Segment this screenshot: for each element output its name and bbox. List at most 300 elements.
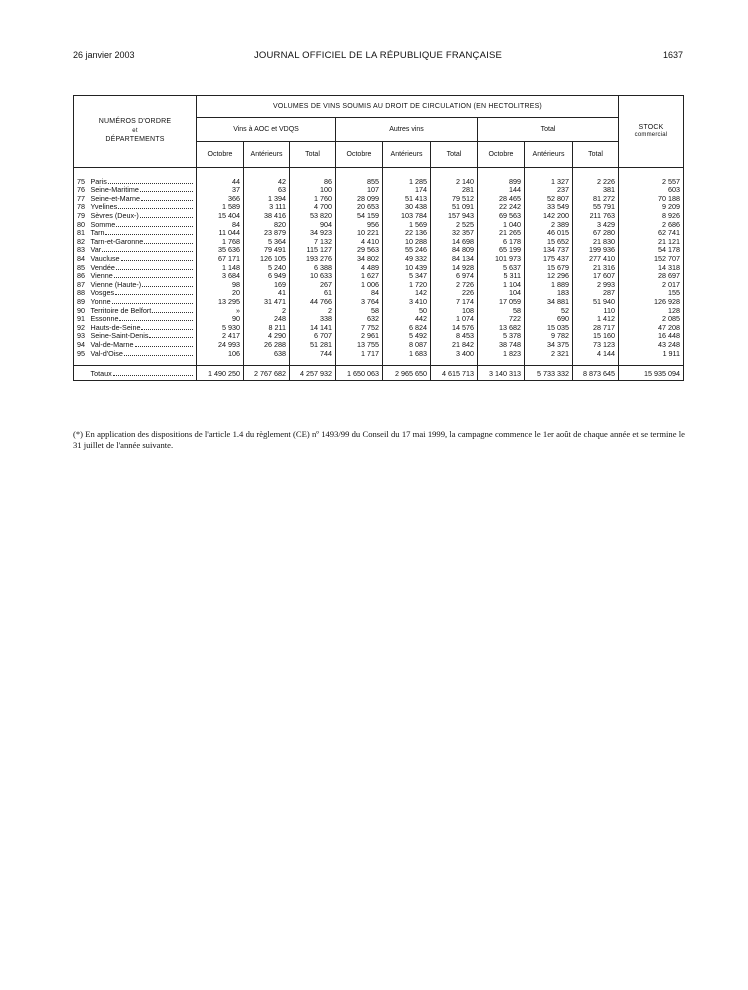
dept-name-text: Val-d'Oise — [90, 348, 123, 358]
dept-name — [88, 340, 197, 349]
value-cell: 37 — [197, 186, 244, 195]
value-cell: 79 512 — [431, 194, 478, 203]
leader-dots — [105, 229, 193, 235]
stock-header-line-1: STOCK — [638, 123, 664, 131]
value-cell: 4 290 — [244, 332, 290, 341]
value-cell: 29 563 — [336, 246, 383, 255]
value-cell: 61 — [290, 289, 336, 298]
value-cell: 16 448 — [658, 331, 681, 341]
value-cell: 34 375 — [525, 340, 573, 349]
value-cell: 2 — [290, 306, 336, 315]
value-cell: 638 — [244, 349, 290, 358]
value-cell: 855 — [336, 177, 383, 186]
value-cell: 38 748 — [478, 340, 525, 349]
value-cell: 1 720 — [383, 280, 431, 289]
total-cell: 4 615 713 — [431, 366, 478, 381]
value-cell: 79 491 — [244, 246, 290, 255]
leader-dots — [142, 281, 193, 287]
value-cell: 2 961 — [336, 332, 383, 341]
dept-name — [88, 263, 197, 272]
value-cell: 28 697 — [658, 271, 681, 281]
dept-name — [88, 186, 197, 195]
dept-code: 84 — [77, 254, 85, 263]
leader-dots — [115, 289, 193, 295]
value-cell: 152 707 — [654, 254, 681, 263]
value-cell: 84 — [336, 289, 383, 298]
value-cell: 1 412 — [573, 315, 619, 324]
value-cell: 81 272 — [573, 194, 619, 203]
value-cell: 51 281 — [290, 340, 336, 349]
value-cell: 104 — [478, 289, 525, 298]
value-cell: 42 — [244, 177, 290, 186]
value-cell: 115 127 — [290, 246, 336, 255]
value-cell: 22 242 — [478, 203, 525, 212]
total-cell: 3 140 313 — [478, 366, 525, 381]
value-cell: 10 439 — [383, 263, 431, 272]
value-cell: 52 807 — [525, 194, 573, 203]
value-cell: 54 178 — [658, 245, 681, 255]
value-cell: 7 174 — [431, 297, 478, 306]
value-cell: 7 132 — [290, 237, 336, 246]
dept-name — [88, 229, 197, 238]
value-cell: 690 — [525, 315, 573, 324]
table-row — [74, 332, 684, 341]
dept-name-text: Territoire de Belfort — [90, 305, 152, 315]
value-cell: 90 — [197, 315, 244, 324]
value-cell: 30 438 — [383, 203, 431, 212]
value-cell: 183 — [525, 289, 573, 298]
value-cell: 4 700 — [290, 203, 336, 212]
value-cell: 144 — [478, 186, 525, 195]
value-cell: 1 394 — [244, 194, 290, 203]
dept-name — [88, 220, 197, 229]
dept-code: 86 — [77, 271, 85, 281]
subheader-aoc: Vins à AOC et VDQS — [197, 118, 336, 142]
value-cell: 17 607 — [573, 272, 619, 281]
col-header: Antérieurs — [525, 142, 573, 168]
value-cell: 1 285 — [383, 177, 431, 186]
value-cell: 8 087 — [383, 340, 431, 349]
dept-name — [88, 272, 197, 281]
dept-name-text: Vienne (Haute-) — [90, 280, 142, 289]
value-cell: 34 923 — [290, 229, 336, 238]
value-cell: 15 679 — [525, 263, 573, 272]
dept-name — [88, 211, 197, 220]
value-cell: 35 636 — [197, 246, 244, 255]
value-cell: 1 148 — [197, 263, 244, 272]
dept-name-text: Var — [90, 245, 102, 255]
table-row — [74, 186, 684, 195]
dept-name-text: Vendée — [90, 262, 115, 272]
table-row — [74, 289, 684, 298]
value-cell: 4 410 — [336, 237, 383, 246]
dept-name-text: Vienne — [90, 271, 113, 281]
value-cell: 1 569 — [383, 220, 431, 229]
value-cell: 47 208 — [658, 323, 681, 332]
value-cell: 199 936 — [573, 246, 619, 255]
table-row — [74, 194, 684, 203]
value-cell: 5 930 — [197, 323, 244, 332]
value-cell: 10 633 — [290, 272, 336, 281]
value-cell: 134 737 — [525, 246, 573, 255]
table-row — [74, 237, 684, 246]
dept-code: 94 — [77, 340, 85, 349]
leader-dots — [152, 307, 193, 313]
value-cell: 28 717 — [573, 323, 619, 332]
header-title: JOURNAL OFFICIEL DE LA RÉPUBLIQUE FRANÇAISE — [253, 50, 503, 61]
dept-name-text: Yvelines — [90, 202, 118, 212]
total-cell: 2 767 682 — [244, 366, 290, 381]
value-cell: 15 652 — [525, 237, 573, 246]
total-cell: 15 935 094 — [619, 366, 684, 381]
value-cell: 21 842 — [431, 340, 478, 349]
value-cell: 67 280 — [573, 229, 619, 238]
value-cell: 51 091 — [431, 203, 478, 212]
dept-name-text: Hauts-de-Seine — [90, 323, 141, 332]
dept-name-text: Val-de-Marne — [90, 340, 134, 349]
value-cell: 722 — [478, 315, 525, 324]
table-row — [74, 263, 684, 272]
value-cell: 13 295 — [197, 297, 244, 306]
leader-dots — [149, 332, 193, 338]
value-cell: 1 823 — [478, 349, 525, 358]
value-cell: 2 321 — [525, 349, 573, 358]
dept-name-text: Tarn-et-Garonne — [90, 237, 144, 246]
value-cell: 21 265 — [478, 229, 525, 238]
value-cell: 3 764 — [336, 297, 383, 306]
value-cell: 15 035 — [525, 323, 573, 332]
value-cell: 5 347 — [383, 272, 431, 281]
value-cell: 86 — [290, 177, 336, 186]
value-cell: 51 940 — [573, 297, 619, 306]
value-cell: 442 — [383, 315, 431, 324]
table-row — [74, 340, 684, 349]
value-cell: 6 707 — [290, 332, 336, 341]
value-cell: 6 949 — [244, 272, 290, 281]
value-cell: 84 134 — [431, 254, 478, 263]
value-cell: 101 973 — [478, 254, 525, 263]
dept-code: 83 — [77, 245, 85, 255]
totals-code — [74, 366, 88, 381]
value-cell: 73 123 — [573, 340, 619, 349]
value-cell: 956 — [336, 220, 383, 229]
value-cell: 381 — [573, 186, 619, 195]
value-cell: 3 400 — [431, 349, 478, 358]
value-cell: 14 318 — [658, 262, 681, 272]
table-row — [74, 229, 684, 238]
value-cell: 899 — [478, 177, 525, 186]
value-cell: 28 465 — [478, 194, 525, 203]
value-cell: 58 — [336, 306, 383, 315]
value-cell: 9 782 — [525, 332, 573, 341]
dept-name-text: Vaucluse — [90, 254, 120, 263]
value-cell: 2 017 — [662, 280, 681, 289]
dept-code: 93 — [77, 331, 85, 341]
value-cell: 24 993 — [197, 340, 244, 349]
value-cell: 14 141 — [290, 323, 336, 332]
value-cell: 13 682 — [478, 323, 525, 332]
value-cell: 13 755 — [336, 340, 383, 349]
col-header: Total — [573, 142, 619, 168]
dept-name — [88, 323, 197, 332]
value-cell: 3 410 — [383, 297, 431, 306]
value-cell: 14 928 — [431, 263, 478, 272]
value-cell: » — [197, 306, 244, 315]
value-cell: 1 589 — [197, 203, 244, 212]
value-cell: 103 784 — [383, 211, 431, 220]
value-cell: 84 — [197, 220, 244, 229]
value-cell: 21 316 — [573, 263, 619, 272]
value-cell: 3 684 — [197, 272, 244, 281]
value-cell: 2 686 — [662, 219, 681, 229]
dept-name-text: Seine-Maritime — [90, 185, 139, 195]
leader-dots — [124, 350, 193, 356]
value-cell: 2 226 — [573, 177, 619, 186]
value-cell: 100 — [290, 186, 336, 195]
total-cell: 4 257 932 — [290, 366, 336, 381]
value-cell: 142 200 — [525, 211, 573, 220]
value-cell: 34 881 — [525, 297, 573, 306]
value-cell: 34 802 — [336, 254, 383, 263]
value-cell: 110 — [573, 306, 619, 315]
value-cell: 1 104 — [478, 280, 525, 289]
value-cell: 126 105 — [244, 254, 290, 263]
value-cell: 2 085 — [662, 314, 681, 324]
value-cell: 1 040 — [478, 220, 525, 229]
value-cell: 248 — [244, 315, 290, 324]
totals-row — [74, 366, 684, 381]
stub-header-line-2: et — [132, 128, 138, 135]
dept-code: 89 — [77, 297, 85, 306]
dept-name — [88, 254, 197, 263]
value-cell: 67 171 — [197, 254, 244, 263]
value-cell: 43 248 — [658, 340, 681, 349]
table-row — [74, 211, 684, 220]
header-page-number: 1637 — [662, 50, 683, 60]
table-row — [74, 349, 684, 358]
value-cell: 2 417 — [197, 332, 244, 341]
total-cell: 1 490 250 — [197, 366, 244, 381]
value-cell: 41 — [244, 289, 290, 298]
value-cell: 142 — [383, 289, 431, 298]
dept-name-text: Vosges — [90, 288, 115, 298]
value-cell: 51 413 — [383, 194, 431, 203]
dept-name-text: Sèvres (Deux-) — [90, 211, 139, 220]
table-row — [74, 272, 684, 281]
table-row — [74, 323, 684, 332]
dept-name-text: Yonne — [90, 297, 111, 306]
value-cell: 9 209 — [662, 202, 681, 212]
value-cell: 4 144 — [573, 349, 619, 358]
value-cell: 8 211 — [244, 323, 290, 332]
dept-code: 95 — [77, 348, 85, 358]
totals-label — [88, 366, 197, 381]
col-header: Total — [290, 142, 336, 168]
value-cell: 366 — [197, 194, 244, 203]
leader-dots — [119, 315, 193, 321]
value-cell: 54 159 — [336, 211, 383, 220]
value-cell: 174 — [383, 186, 431, 195]
value-cell: 50 — [383, 306, 431, 315]
value-cell: 53 820 — [290, 211, 336, 220]
value-cell: 820 — [244, 220, 290, 229]
dept-code: 82 — [77, 237, 85, 246]
value-cell: 1 327 — [525, 177, 573, 186]
value-cell: 1 911 — [662, 348, 681, 358]
value-cell: 4 489 — [336, 263, 383, 272]
leader-dots — [116, 221, 193, 227]
leader-dots — [116, 264, 193, 270]
value-cell: 49 332 — [383, 254, 431, 263]
stub-header-line-1: NUMÉROS D'ORDRE — [98, 118, 172, 126]
value-cell: 44 — [197, 177, 244, 186]
dept-name-text: Seine-et-Marne — [90, 194, 141, 203]
value-cell: 31 471 — [244, 297, 290, 306]
value-cell: 6 178 — [478, 237, 525, 246]
dept-name-text: Essonne — [90, 314, 119, 324]
dept-code: 92 — [77, 323, 85, 332]
table-row — [74, 203, 684, 212]
value-cell: 38 416 — [244, 211, 290, 220]
value-cell: 211 763 — [573, 211, 619, 220]
value-cell: 744 — [290, 349, 336, 358]
dept-name-text: Tarn — [90, 228, 105, 238]
value-cell: 6 388 — [290, 263, 336, 272]
dept-name — [88, 203, 197, 212]
value-cell: 17 059 — [478, 297, 525, 306]
value-cell: 98 — [197, 280, 244, 289]
value-cell: 5 378 — [478, 332, 525, 341]
value-cell: 44 766 — [290, 297, 336, 306]
value-cell: 8 926 — [662, 211, 681, 220]
value-cell: 5 240 — [244, 263, 290, 272]
value-cell: 277 410 — [573, 254, 619, 263]
dept-code: 87 — [77, 280, 85, 289]
dept-code: 85 — [77, 262, 85, 272]
value-cell: 46 015 — [525, 229, 573, 238]
header-date: 26 janvier 2003 — [73, 50, 135, 60]
table-row — [74, 246, 684, 255]
value-cell: 3 111 — [244, 203, 290, 212]
value-cell: 175 437 — [525, 254, 573, 263]
value-cell: 8 453 — [431, 332, 478, 341]
dept-code: 80 — [77, 219, 85, 229]
value-cell: 1 683 — [383, 349, 431, 358]
value-cell: 1 889 — [525, 280, 573, 289]
value-cell: 23 879 — [244, 229, 290, 238]
col-header: Octobre — [336, 142, 383, 168]
wine-volumes-table — [73, 95, 684, 381]
dept-name — [88, 289, 197, 298]
leader-dots — [141, 195, 193, 201]
table-row — [74, 315, 684, 324]
value-cell: 22 136 — [383, 229, 431, 238]
value-cell: 63 — [244, 186, 290, 195]
value-cell: 6 974 — [431, 272, 478, 281]
value-cell: 281 — [431, 186, 478, 195]
value-cell: 6 824 — [383, 323, 431, 332]
dept-code: 90 — [77, 305, 85, 315]
value-cell: 20 — [197, 289, 244, 298]
value-cell: 7 752 — [336, 323, 383, 332]
dept-code: 76 — [77, 185, 85, 195]
col-header: Octobre — [197, 142, 244, 168]
value-cell: 10 288 — [383, 237, 431, 246]
value-cell: 157 943 — [431, 211, 478, 220]
value-cell: 20 653 — [336, 203, 383, 212]
stock-header-line-2: commercial — [634, 132, 668, 139]
value-cell: 128 — [668, 305, 681, 315]
value-cell: 14 576 — [431, 323, 478, 332]
value-cell: 237 — [525, 186, 573, 195]
value-cell: 11 044 — [197, 229, 244, 238]
stub-header-line-3: DÉPARTEMENTS — [105, 135, 165, 143]
value-cell: 84 809 — [431, 246, 478, 255]
value-cell: 2 726 — [431, 280, 478, 289]
value-cell: 58 — [478, 306, 525, 315]
value-cell: 2 389 — [525, 220, 573, 229]
value-cell: 2 140 — [431, 177, 478, 186]
dept-name-text: Seine-Saint-Denis — [90, 331, 149, 341]
leader-dots — [135, 341, 193, 347]
col-header: Antérieurs — [244, 142, 290, 168]
value-cell: 33 549 — [525, 203, 573, 212]
leader-dots — [140, 212, 193, 218]
leader-dots — [113, 370, 193, 376]
leader-dots — [112, 298, 193, 304]
total-cell: 1 650 063 — [336, 366, 383, 381]
value-cell: 21 830 — [573, 237, 619, 246]
dept-code: 88 — [77, 288, 85, 298]
value-cell: 28 099 — [336, 194, 383, 203]
col-header: Antérieurs — [383, 142, 431, 168]
stock-header — [619, 96, 684, 168]
dept-name — [88, 332, 197, 341]
dept-name — [88, 177, 197, 186]
value-cell: 106 — [197, 349, 244, 358]
value-cell: 1 627 — [336, 272, 383, 281]
table-row — [74, 306, 684, 315]
footnote: (*) En application des dispositions de l'article 1.4 du règlement (CE) nº 1493/99 du Conseil du 17 mai 1999, la campagne commence le 1er août de chaque année et se termine le 31 juillet de l'année suivante. — [73, 429, 685, 450]
value-cell: 1 768 — [197, 237, 244, 246]
subheader-autres: Autres vins — [336, 118, 478, 142]
value-cell: 155 — [668, 288, 681, 298]
value-cell: 1 006 — [336, 280, 383, 289]
leader-dots — [144, 238, 193, 244]
value-cell: 52 — [525, 306, 573, 315]
value-cell: 193 276 — [290, 254, 336, 263]
dept-name — [88, 297, 197, 306]
spacer-row — [74, 357, 684, 366]
value-cell: 287 — [573, 289, 619, 298]
value-cell: 10 221 — [336, 229, 383, 238]
value-cell: 267 — [290, 280, 336, 289]
value-cell: 3 429 — [573, 220, 619, 229]
value-cell: 15 404 — [197, 211, 244, 220]
value-cell: 62 741 — [658, 228, 681, 238]
table-row — [74, 254, 684, 263]
value-cell: 70 188 — [658, 194, 681, 203]
dept-name — [88, 315, 197, 324]
total-cell: 2 965 650 — [383, 366, 431, 381]
table-row — [74, 220, 684, 229]
dept-code: 91 — [77, 314, 85, 324]
value-cell: 5 492 — [383, 332, 431, 341]
value-cell: 14 698 — [431, 237, 478, 246]
value-cell: 2 557 — [662, 177, 681, 186]
dept-name — [88, 237, 197, 246]
dept-name — [88, 306, 197, 315]
